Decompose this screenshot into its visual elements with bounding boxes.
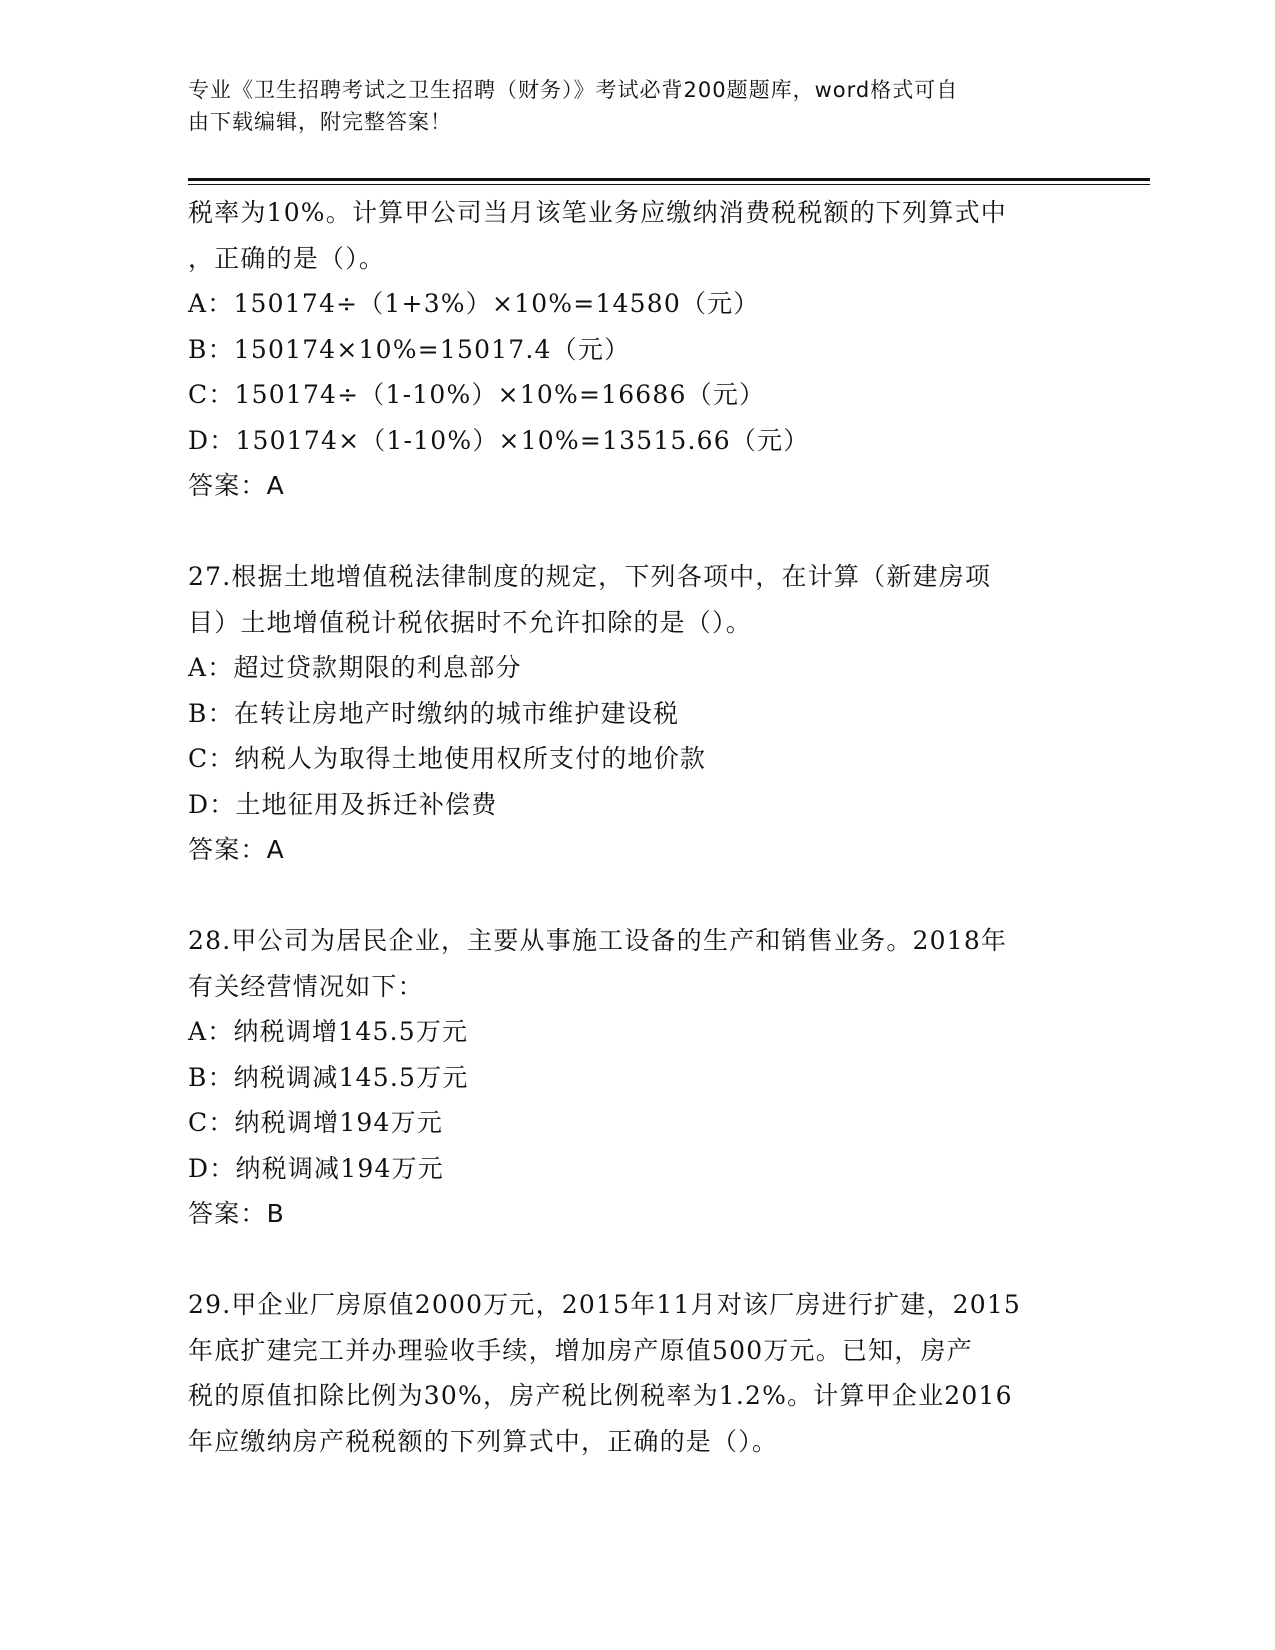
question-stem-line: 税的原值扣除比例为30%，房产税比例税率为1.2%。计算甲企业2016 (188, 1381, 1013, 1410)
option-d: D：纳税调减194万元 (188, 1153, 444, 1183)
option-d: D：土地征用及拆迁补偿费 (188, 789, 498, 819)
question-stem-line: 目）土地增值税计税依据时不允许扣除的是（）。 (188, 607, 752, 637)
question-stem-line: 有关经营情况如下： (188, 971, 424, 1001)
question-stem-line: 年应缴纳房产税税额的下列算式中，正确的是（）。 (188, 1426, 779, 1456)
option-a: A：150174÷（1+3%）×10%=14580（元） (188, 289, 760, 318)
option-c: C：纳税调增194万元 (188, 1108, 444, 1137)
option-c: C：纳税人为取得土地使用权所支付的地价款 (188, 744, 707, 773)
option-b: B：150174×10%=15017.4（元） (188, 334, 631, 364)
question-27 (188, 554, 1088, 873)
question-28 (188, 918, 1088, 1237)
option-c: C：150174÷（1-10%）×10%=16686（元） (188, 380, 766, 409)
question-stem-line: 29.甲企业厂房原值2000万元，2015年11月对该厂房进行扩建，2015 (188, 1290, 1022, 1319)
question-stem-line: 27.根据土地增值税法律制度的规定，下列各项中，在计算（新建房项 (188, 562, 992, 591)
question-stem-line: 税率为10%。计算甲公司当月该笔业务应缴纳消费税税额的下列算式中 (188, 198, 1007, 227)
answer-line: 答案：A (188, 835, 285, 864)
question-stem-line: ，正确的是（）。 (188, 243, 386, 273)
question-stem-line: 28.甲公司为居民企业，主要从事施工设备的生产和销售业务。2018年 (188, 926, 1008, 955)
document-body (188, 190, 1088, 1464)
spacer (188, 509, 1088, 555)
spacer (188, 873, 1088, 919)
page-header (188, 74, 1068, 138)
answer-line: 答案：B (188, 1199, 285, 1228)
option-b: B：在转让房地产时缴纳的城市维护建设税 (188, 698, 680, 728)
option-a: A：纳税调增145.5万元 (188, 1017, 469, 1046)
header-line-1: 专业《卫生招聘考试之卫生招聘（财务）》考试必背200题题库，word格式可自 (188, 78, 959, 102)
option-a: A：超过贷款期限的利息部分 (188, 653, 522, 682)
option-d: D：150174×（1-10%）×10%=13515.66（元） (188, 425, 810, 455)
spacer (188, 1237, 1088, 1283)
question-stem-line: 年底扩建完工并办理验收手续，增加房产原值500万元。已知，房产 (188, 1335, 973, 1365)
question-29 (188, 1282, 1088, 1464)
question-continuation (188, 190, 1088, 509)
answer-line: 答案：A (188, 471, 285, 500)
header-line-2: 由下载编辑，附完整答案！ (188, 110, 452, 134)
header-rule-thick (188, 178, 1150, 181)
header-rule-thin (188, 184, 1150, 185)
option-b: B：纳税调减145.5万元 (188, 1062, 469, 1092)
